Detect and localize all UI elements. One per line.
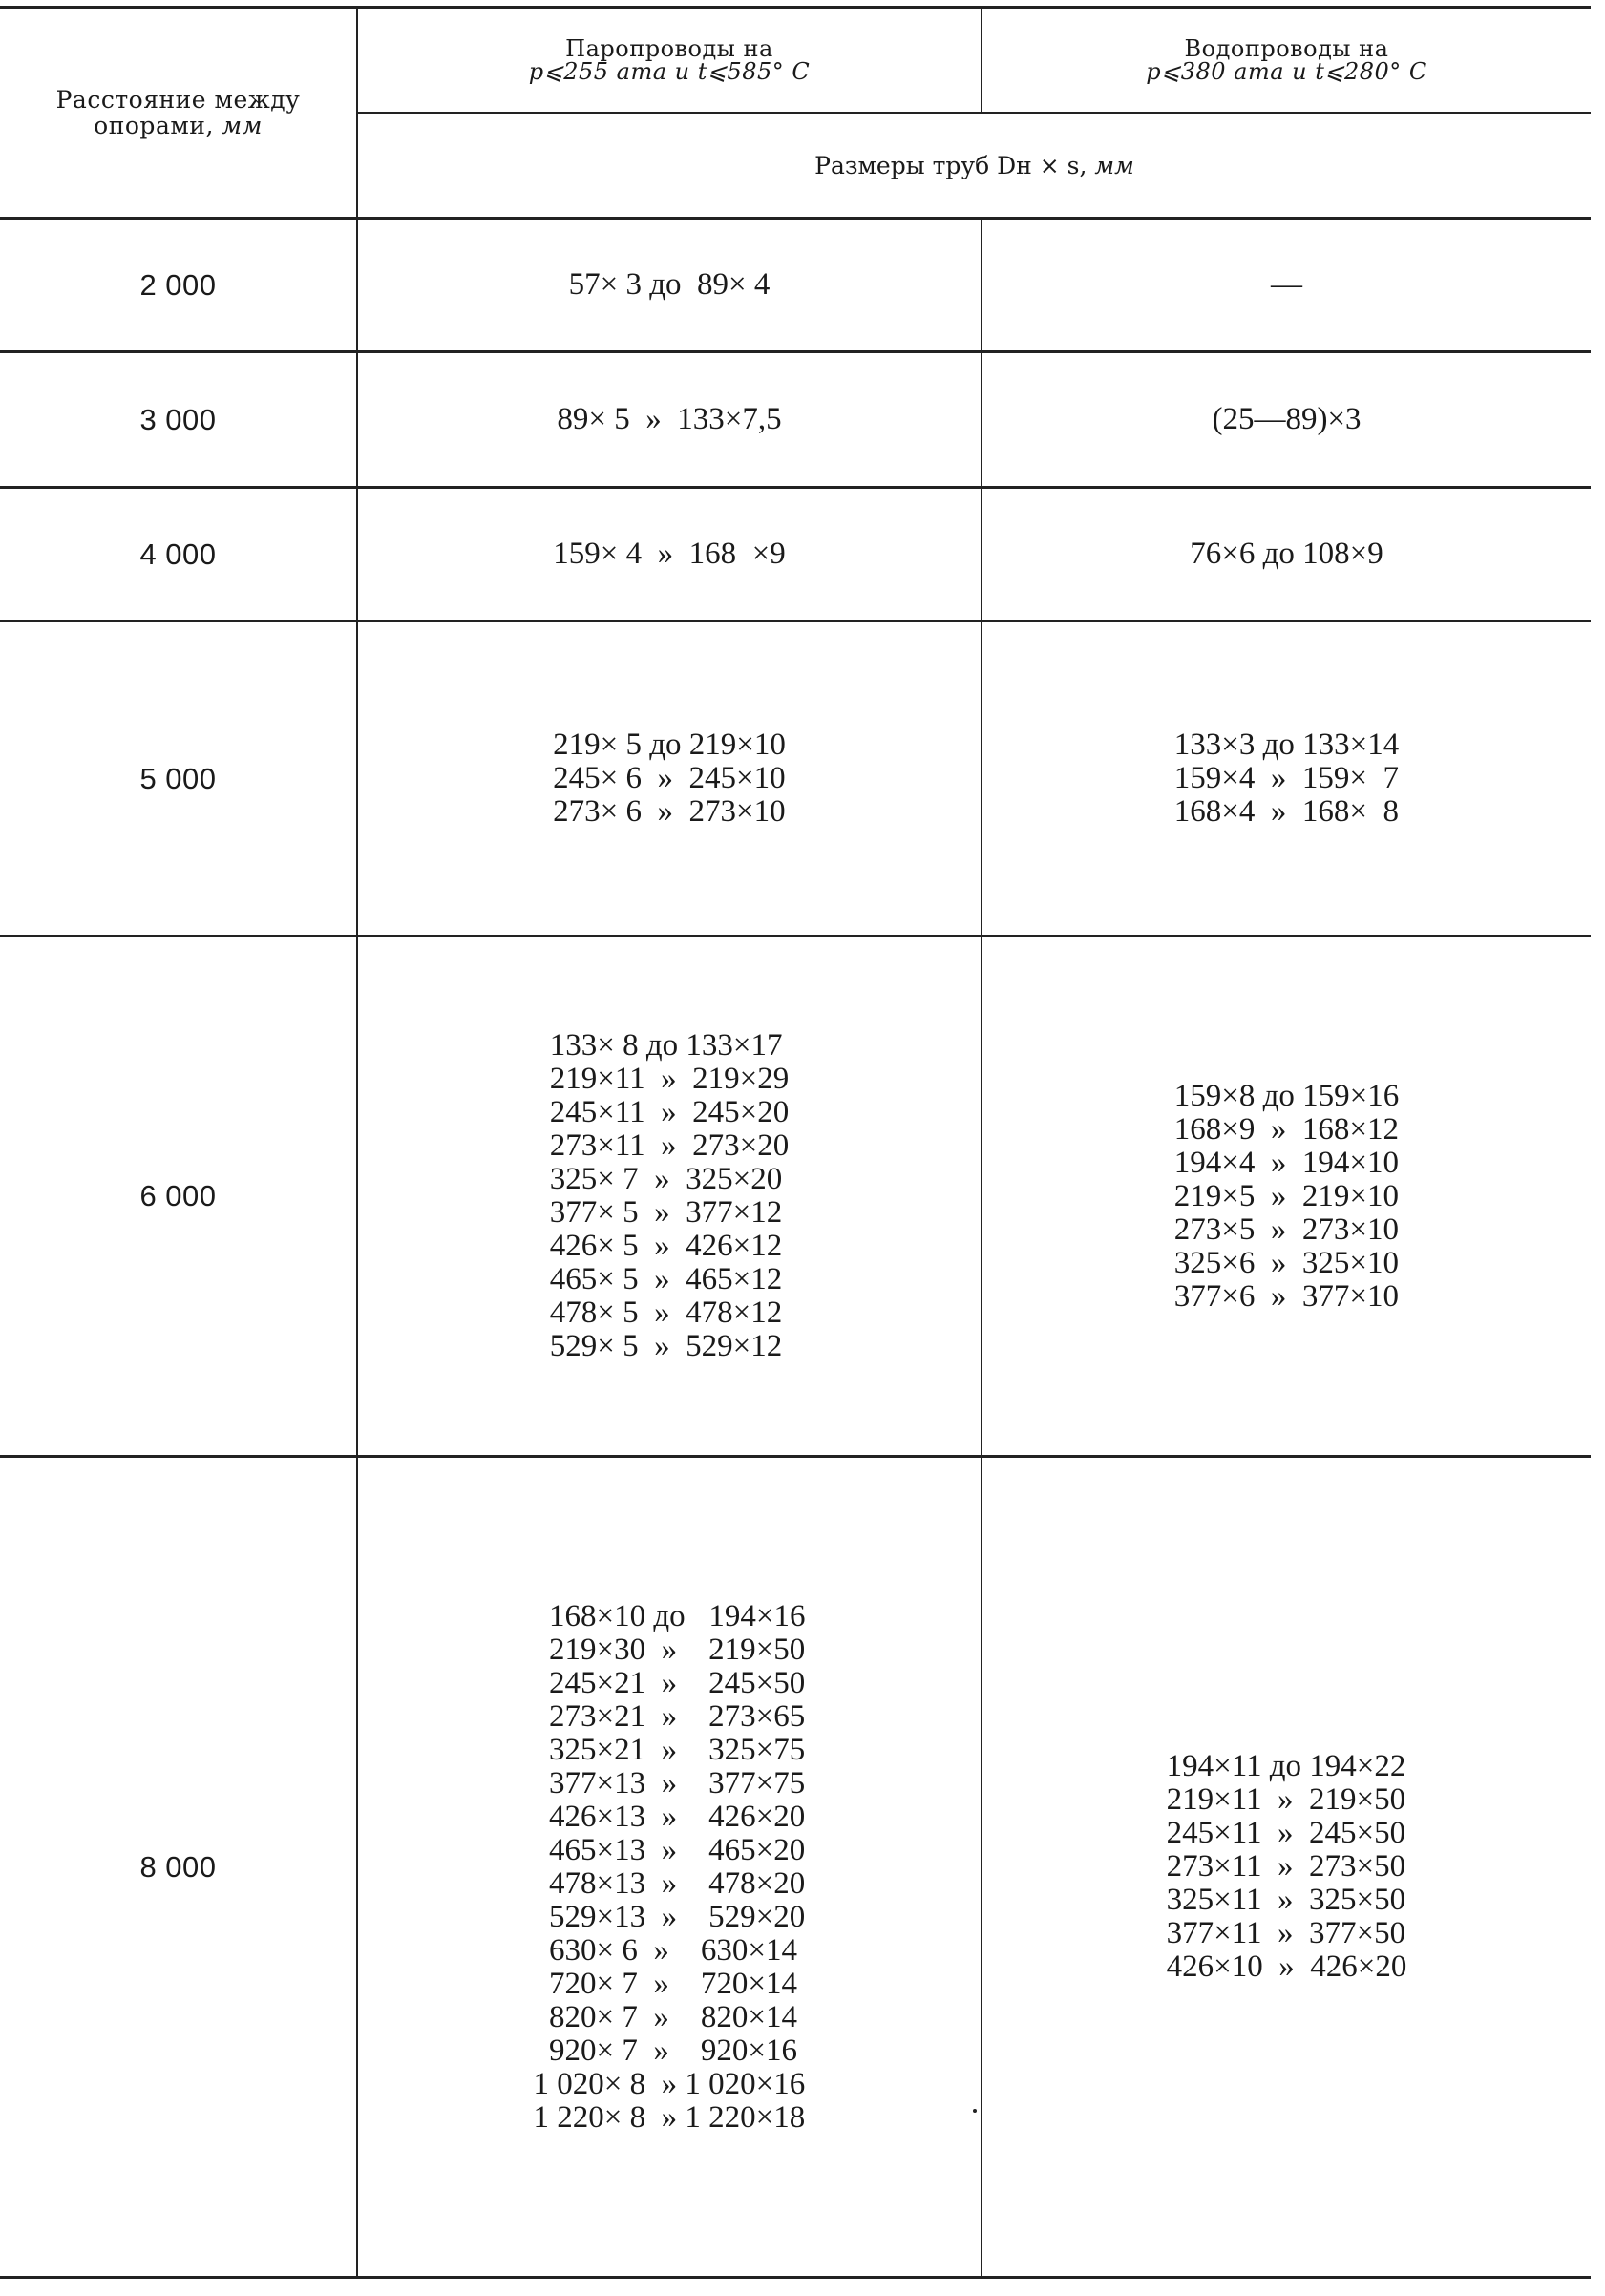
- header-sizes: [357, 113, 1591, 219]
- steam-size-range: 325×21 » 325×75: [533, 1732, 806, 1767]
- steam-size-range: 168×10 до 194×16: [533, 1598, 806, 1633]
- steam-size-range: 529×13 » 529×20: [533, 1899, 806, 1934]
- table-body: [0, 219, 1591, 2278]
- water-size-range: 377×6 » 377×10: [1173, 1278, 1399, 1314]
- water-sizes-list: [1174, 728, 1400, 829]
- steam-size-range: 133× 8 до 133×17: [549, 1028, 783, 1063]
- steam-size-range: 245×11 » 245×20: [549, 1095, 790, 1129]
- header-steam: [357, 8, 982, 114]
- steam-size-range: 1 220× 8 » 1 220×18: [533, 2099, 806, 2135]
- water-size-range: (25—89)×3: [1212, 402, 1362, 436]
- water-sizes-list: [1167, 1750, 1407, 1984]
- steam-sizes-list: [553, 537, 785, 571]
- water-size-range: 426×10 » 426×20: [1166, 1949, 1407, 1984]
- steam-size-range: 219× 5 до 219×10: [553, 727, 786, 762]
- water-sizes-cell: [982, 937, 1591, 1457]
- distance-cell: 8 000: [0, 1457, 357, 2278]
- steam-size-range: 920× 7 » 920×16: [533, 2033, 797, 2068]
- steam-size-range: 273× 6 » 273×10: [553, 794, 786, 829]
- water-size-range: 219×5 » 219×10: [1173, 1178, 1399, 1213]
- steam-size-range: 219×11 » 219×29: [549, 1062, 790, 1096]
- steam-size-range: 219×30 » 219×50: [533, 1632, 806, 1667]
- steam-size-range: 465× 5 » 465×12: [549, 1262, 783, 1296]
- steam-sizes-cell: [357, 621, 982, 937]
- header-water-line2: p⩽380 ата и t⩽280° С: [1146, 58, 1427, 85]
- header-distance: [0, 8, 357, 219]
- steam-size-range: 273×21 » 273×65: [533, 1698, 806, 1734]
- header-distance-line2: опорами,: [94, 112, 222, 139]
- steam-size-range: 529× 5 » 529×12: [549, 1329, 783, 1363]
- distance-cell: 2 000: [0, 219, 357, 352]
- header-water-line1: Водопроводы на: [1184, 35, 1389, 62]
- steam-sizes-list: [569, 268, 771, 302]
- water-sizes-cell: [982, 219, 1591, 352]
- steam-sizes-cell: [357, 488, 982, 621]
- water-size-range: 159×4 » 159× 7: [1173, 761, 1399, 795]
- water-size-range: 325×11 » 325×50: [1166, 1883, 1406, 1917]
- steam-sizes-cell: [357, 937, 982, 1457]
- table-row: [0, 488, 1591, 621]
- water-sizes-list: [1174, 1080, 1400, 1314]
- steam-size-range: 57× 3 до 89× 4: [568, 267, 771, 302]
- header-distance-line1: Расстояние между: [55, 86, 301, 114]
- water-size-range: 133×3 до 133×14: [1173, 727, 1400, 762]
- distance-cell: 4 000: [0, 488, 357, 621]
- header-water: [982, 8, 1591, 114]
- distance-cell: 3 000: [0, 352, 357, 488]
- water-size-range: 245×11 » 245×50: [1166, 1816, 1406, 1850]
- steam-size-range: 89× 5 » 133×7,5: [557, 402, 782, 436]
- steam-size-range: 478× 5 » 478×12: [549, 1295, 783, 1330]
- header-sizes-unit: мм: [1094, 151, 1134, 179]
- water-size-range: 194×4 » 194×10: [1173, 1145, 1399, 1180]
- steam-size-range: 426× 5 » 426×12: [549, 1229, 783, 1263]
- water-sizes-list: [1271, 268, 1302, 302]
- water-sizes-cell: [982, 621, 1591, 937]
- steam-size-range: 465×13 » 465×20: [533, 1832, 806, 1867]
- steam-size-range: 245×21 » 245×50: [533, 1665, 806, 1700]
- steam-sizes-list: [553, 728, 786, 829]
- steam-sizes-cell: [357, 219, 982, 352]
- water-sizes-cell: [982, 488, 1591, 621]
- stray-dot: [973, 2109, 977, 2113]
- water-size-range: 273×5 » 273×10: [1173, 1211, 1399, 1247]
- table-row: [0, 1457, 1591, 2278]
- steam-sizes-cell: [357, 1457, 982, 2278]
- distance-cell: 6 000: [0, 937, 357, 1457]
- steam-size-range: 325× 7 » 325×20: [549, 1162, 783, 1196]
- water-size-range: —: [1271, 267, 1302, 302]
- steam-size-range: 1 020× 8 » 1 020×16: [533, 2066, 806, 2101]
- table-row: [0, 219, 1591, 352]
- water-size-range: 76×6 до 108×9: [1190, 537, 1383, 571]
- steam-size-range: 245× 6 » 245×10: [553, 761, 786, 795]
- steam-size-range: 720× 7 » 720×14: [533, 1966, 797, 2001]
- steam-size-range: 820× 7 » 820×14: [533, 1999, 797, 2034]
- steam-sizes-list: [557, 403, 781, 436]
- steam-size-range: 478×13 » 478×20: [533, 1865, 806, 1901]
- water-size-range: 325×6 » 325×10: [1173, 1245, 1399, 1280]
- water-size-range: 168×4 » 168× 8: [1173, 794, 1399, 829]
- pipe-span-table: [0, 6, 1591, 2279]
- water-size-range: 194×11 до 194×22: [1166, 1749, 1406, 1783]
- steam-size-range: 630× 6 » 630×14: [533, 1932, 797, 1968]
- steam-size-range: 377× 5 » 377×12: [549, 1195, 783, 1230]
- header-sizes-label: Размеры труб Dн × s,: [814, 151, 1095, 179]
- steam-size-range: 426×13 » 426×20: [533, 1799, 806, 1834]
- water-sizes-list: [1212, 403, 1361, 436]
- header-steam-line1: Паропроводы на: [565, 35, 773, 62]
- table-row: [0, 621, 1591, 937]
- steam-size-range: 159× 4 » 168 ×9: [553, 537, 786, 571]
- water-size-range: 273×11 » 273×50: [1166, 1849, 1406, 1884]
- table-row: [0, 937, 1591, 1457]
- steam-sizes-list: [550, 1029, 790, 1363]
- header-distance-unit: мм: [222, 112, 263, 139]
- steam-size-range: 377×13 » 377×75: [533, 1765, 806, 1801]
- distance-cell: 5 000: [0, 621, 357, 937]
- water-size-range: 159×8 до 159×16: [1173, 1078, 1400, 1113]
- water-sizes-cell: [982, 1457, 1591, 2278]
- table-row: [0, 352, 1591, 488]
- water-sizes-cell: [982, 352, 1591, 488]
- water-size-range: 219×11 » 219×50: [1166, 1782, 1406, 1817]
- steam-sizes-cell: [357, 352, 982, 488]
- water-size-range: 377×11 » 377×50: [1166, 1916, 1406, 1950]
- water-size-range: 168×9 » 168×12: [1173, 1111, 1399, 1147]
- header-steam-line2: p⩽255 ата и t⩽585° С: [528, 58, 811, 85]
- steam-sizes-list: [533, 1600, 805, 2135]
- steam-size-range: 273×11 » 273×20: [549, 1128, 790, 1163]
- water-sizes-list: [1190, 537, 1383, 571]
